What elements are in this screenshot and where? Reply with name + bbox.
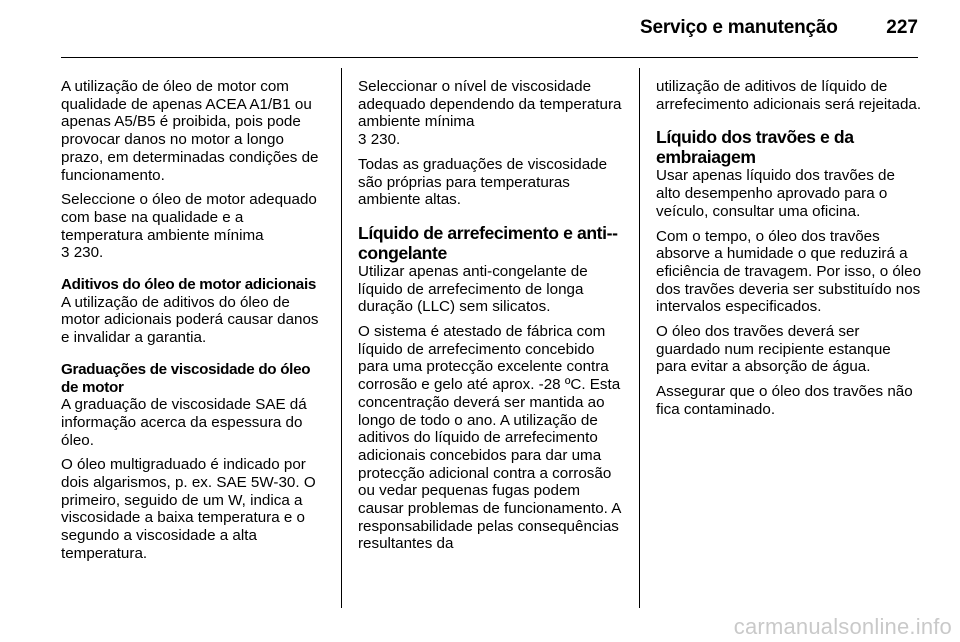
paragraph: utilização de aditivos de líquido de arrefecimento adicionais será rejeitada. [656, 78, 922, 113]
paragraph: O óleo multigraduado é indicado por dois algarismos, p. ex. SAE 5W-30. O primeiro, seguido de um W, indica a viscosidade a baixa temperatura e o segundo a viscosidade a alta temperatura. [61, 456, 316, 562]
paragraph: O sistema é atestado de fábrica com líquido de arrefecimento concebido para uma protecção excelente contra corrosão e gelo até aprox. -28 ºC. Esta concentração deverá ser mantida ao longo de todo o ano. A utilização de aditivos do líquido de arrefecimento adicionais concebidos para dar uma protecção adicional contra a corrosão ou vedar pequenas fugas podem causar problemas de funcionamento. A responsabilidade pelas consequências resultantes da [358, 323, 621, 553]
paragraph: Utilizar apenas anti-congelante de líquido de arrefecimento de longa duração (LLC) sem silicatos. [358, 262, 588, 316]
paragraph: Assegurar que o óleo dos travões não fica contaminado. [656, 383, 913, 418]
header-divider [61, 57, 918, 58]
paragraph: Todas as graduações de viscosidade são próprias para temperaturas ambiente altas. [358, 155, 608, 209]
paragraph-with-reference [61, 191, 327, 262]
paragraph: A utilização de aditivos do óleo de motor adicionais poderá causar danos e invalidar a garantia. [61, 293, 319, 347]
section-title-coolant: Líquido de arrefecimento e anti--congelante [358, 222, 618, 263]
paragraph-with-reference [358, 78, 624, 149]
text-column-1 [61, 78, 327, 570]
paragraph: A utilização de óleo de motor com qualidade de apenas ACEA A1/B1 ou apenas A5/B5 é proibida, pois pode provocar danos no motor a longo prazo, em determinadas condições de funcionamento. [61, 78, 319, 184]
text-column-3 [656, 78, 922, 426]
column-divider-1 [341, 68, 342, 608]
page-reference[interactable]: 230. [73, 244, 104, 262]
subheading-additives: Aditivos do óleo de motor adicionais [61, 276, 317, 294]
section-title-brake-fluid: Líquido dos travões e da embraiagem [656, 127, 854, 168]
subheading-viscosity: Graduações de viscosidade do óleo de motor [61, 360, 311, 396]
page-number: 227 [886, 17, 918, 38]
paragraph-text: Seleccionar o nível de viscosidade adequado dependendo da temperatura ambiente mínima [358, 78, 622, 131]
paragraph: Usar apenas líquido dos travões de alto desempenho aprovado para o veículo, consultar uma oficina. [656, 167, 895, 220]
paragraph: Com o tempo, o óleo dos travões absorve a humidade o que reduzirá a eficiência de travagem. Por isso, o óleo dos travões deveria ser substituído nos intervalos especificados. [656, 227, 922, 316]
paragraph-text: Seleccione o óleo de motor adequado com base na qualidade e a temperatura ambiente mínima [61, 191, 317, 244]
column-divider-2 [639, 68, 640, 608]
paragraph: A graduação de viscosidade SAE dá informação acerca da espessura do óleo. [61, 396, 307, 449]
paragraph: O óleo dos travões deverá ser guardado num recipiente estanque para evitar a absorção de água. [656, 323, 891, 376]
xref-arrow-icon: 3 [61, 244, 70, 262]
text-column-2 [358, 78, 624, 560]
page-title: Serviço e manutenção [640, 17, 838, 38]
watermark: carmanualsonline.info [733, 614, 952, 639]
page-reference[interactable]: 230. [370, 131, 401, 149]
xref-arrow-icon: 3 [358, 131, 367, 149]
